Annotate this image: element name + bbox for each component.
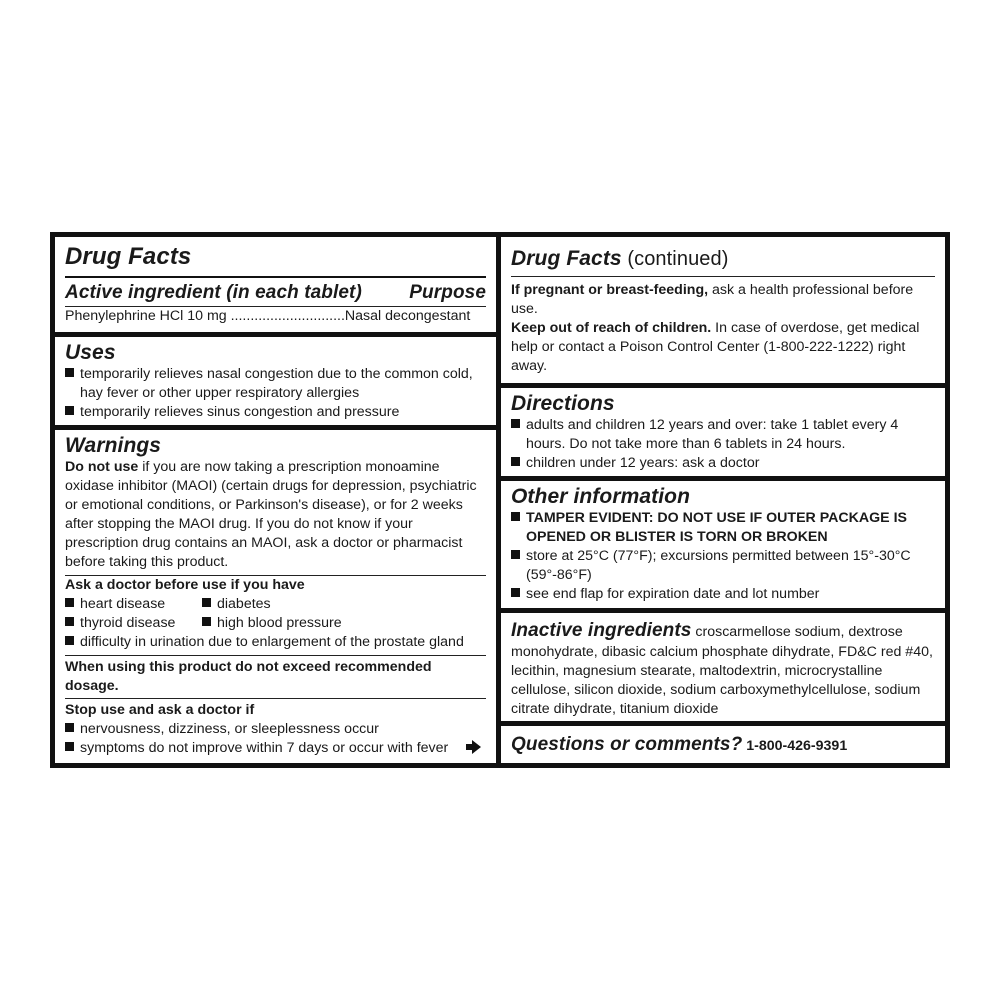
bullet-icon <box>65 742 74 751</box>
when-using-text: When using this product do not exceed recommended dosage. <box>65 659 432 694</box>
purpose-heading: Purpose <box>409 282 486 303</box>
questions-title: Questions or comments? <box>511 734 743 755</box>
list-item: store at 25°C (77°F); excursions permitted between 15°-30°C (59°-86°F) <box>511 547 935 585</box>
drug-facts-label <box>50 232 950 768</box>
list-item: difficulty in urination due to enlargement of the prostate gland <box>65 633 486 652</box>
bullet-icon <box>65 723 74 732</box>
continued-label: (continued) <box>621 248 729 270</box>
bullet-icon <box>65 636 74 645</box>
uses-item: temporarily relieves nasal congestion due to the common cold, hay fever or other upper respiratory allergies <box>65 365 486 403</box>
drug-facts-title: Drug Facts <box>65 243 192 270</box>
inactive-ingredients-panel <box>501 613 945 721</box>
list-item: diabetes <box>202 595 271 614</box>
uses-panel <box>55 337 496 425</box>
do-not-use-text: Do not use if you are now taking a prescription monoamine oxidase inhibitor (MAOI) (certain drugs for depression, psychiatric or emotional conditions, or Parkinson's disease), or for 2 weeks after stopping the MAOI drug. If you do not know if your prescription drug contains an MAOI, ask a doctor or pharmacist before taking this product. <box>65 459 477 570</box>
list-item: heart disease <box>65 595 202 614</box>
bullet-icon <box>511 457 520 466</box>
bullet-icon <box>511 550 520 559</box>
directions-panel <box>501 388 945 476</box>
directions-title: Directions <box>511 392 615 415</box>
list-item: high blood pressure <box>202 614 342 633</box>
other-information-title: Other information <box>511 485 691 508</box>
active-ingredient-heading: Active ingredient (in each tablet) <box>65 282 362 303</box>
drug-facts-continued-title: Drug Facts <box>511 247 622 270</box>
questions-phone: 1-800-426-9391 <box>742 738 848 754</box>
uses-title: Uses <box>65 341 116 364</box>
uses-item: temporarily relieves sinus congestion and pressure <box>65 403 486 422</box>
ask-doctor-heading: Ask a doctor before use if you have <box>65 577 305 593</box>
bullet-icon <box>511 588 520 597</box>
inactive-ingredients-text: Inactive ingredients croscarmellose sodium, dextrose monohydrate, dibasic calcium phosphate dihydrate, FD&C red #40, lecithin, magnesium stearate, maltodextrin, microcrystalline cellulose, silicon dioxide, sodium carboxymethylcellulose, sodium citrate dihydrate, titanium dioxide <box>511 620 933 717</box>
bullet-icon <box>65 406 74 415</box>
list-item: nervousness, dizziness, or sleeplessness occur <box>65 720 486 739</box>
continue-arrow-icon <box>472 740 481 754</box>
pregnant-text: If pregnant or breast-feeding, ask a health professional before use. <box>511 282 914 317</box>
list-item: thyroid disease <box>65 614 202 633</box>
bullet-icon <box>202 598 211 607</box>
bullet-icon <box>511 419 520 428</box>
bullet-icon <box>65 598 74 607</box>
list-item: children under 12 years: ask a doctor <box>511 454 935 473</box>
list-item: symptoms do not improve within 7 days or occur with fever <box>65 739 486 758</box>
warnings-title: Warnings <box>65 434 162 457</box>
inactive-ingredients-title: Inactive ingredients <box>511 620 692 641</box>
keep-out-text: Keep out of reach of children. In case of overdose, get medical help or contact a Poison Control Center (1-800-222-1222) right away. <box>511 320 920 374</box>
list-item: adults and children 12 years and over: take 1 tablet every 4 hours. Do not take more than 6 tablets in 24 hours. <box>511 416 935 454</box>
bullet-icon <box>65 617 74 626</box>
other-information-panel <box>501 481 945 608</box>
stop-use-heading: Stop use and ask a doctor if <box>65 702 255 718</box>
bullet-icon <box>65 368 74 377</box>
warnings-panel <box>55 430 496 763</box>
questions-panel <box>501 726 945 763</box>
active-ingredient-panel <box>55 237 496 332</box>
continued-panel <box>501 237 945 383</box>
bullet-icon <box>511 512 520 521</box>
bullet-icon <box>202 617 211 626</box>
list-item: see end flap for expiration date and lot number <box>511 585 935 604</box>
tamper-warning: TAMPER EVIDENT: DO NOT USE IF OUTER PACKAGE IS OPENED OR BLISTER IS TORN OR BROKEN <box>511 509 935 547</box>
active-ingredient-line: Phenylephrine HCl 10 mg .............................Nasal decongestant <box>65 308 471 324</box>
